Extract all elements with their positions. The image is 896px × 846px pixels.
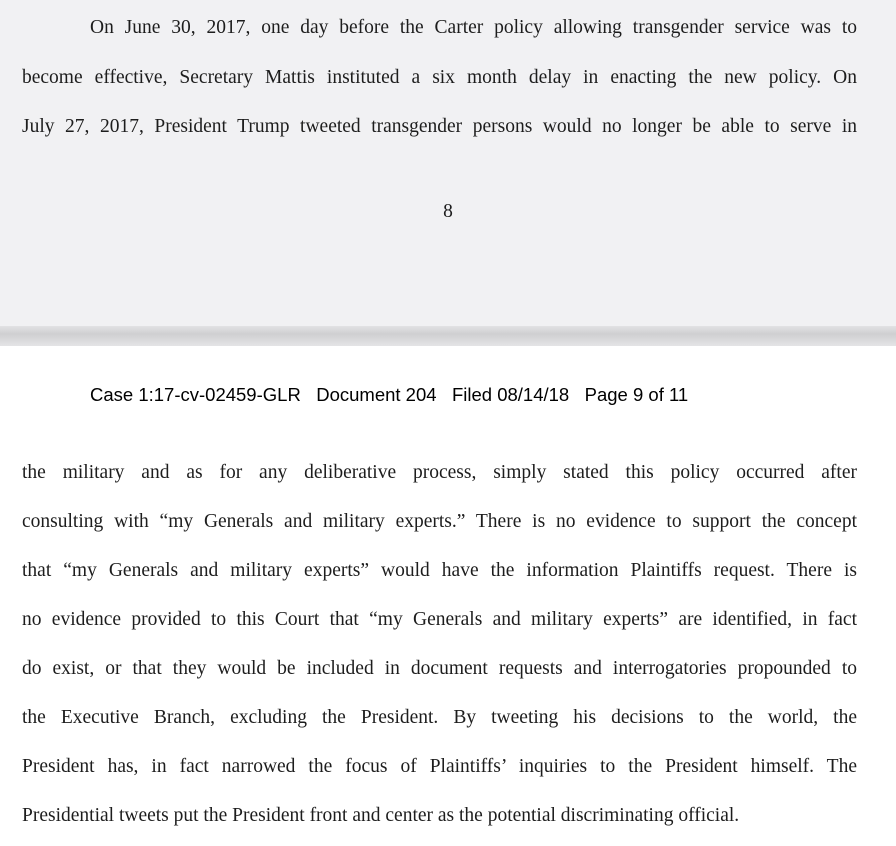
next-page-top [0,346,896,846]
case-filing-header: Case 1:17-cv-02459-GLR Document 204 Filed 08/14/18 Page 9 of 11 [90,384,689,405]
body-text-line: become effective, Secretary Mattis instituted a six month delay in enacting the new policy. On [22,67,857,88]
body-text-line: President has, in fact narrowed the focus of Plaintiffs’ inquiries to the President himself. The [22,756,857,777]
body-text-line: do exist, or that they would be included in document requests and interrogatories propounded to [22,658,857,679]
previous-page-bottom [0,0,896,326]
page-break-divider [0,326,896,346]
body-text-line: consulting with “my Generals and military experts.” There is no evidence to support the concept [22,511,857,532]
body-text-line: Presidential tweets put the President front and center as the potential discriminating official. [22,805,740,826]
body-text-line: July 27, 2017, President Trump tweeted transgender persons would no longer be able to serve in [22,116,857,137]
body-text-line: no evidence provided to this Court that “my Generals and military experts” are identified, in fact [22,609,857,630]
page-number: 8 [443,201,453,222]
body-text-line: the Executive Branch, excluding the President. By tweeting his decisions to the world, the [22,707,857,728]
body-text-line: that “my Generals and military experts” would have the information Plaintiffs request. There is [22,560,857,581]
body-text-line: On June 30, 2017, one day before the Carter policy allowing transgender service was to [90,17,857,38]
body-text-line: the military and as for any deliberative process, simply stated this policy occurred after [22,462,857,483]
